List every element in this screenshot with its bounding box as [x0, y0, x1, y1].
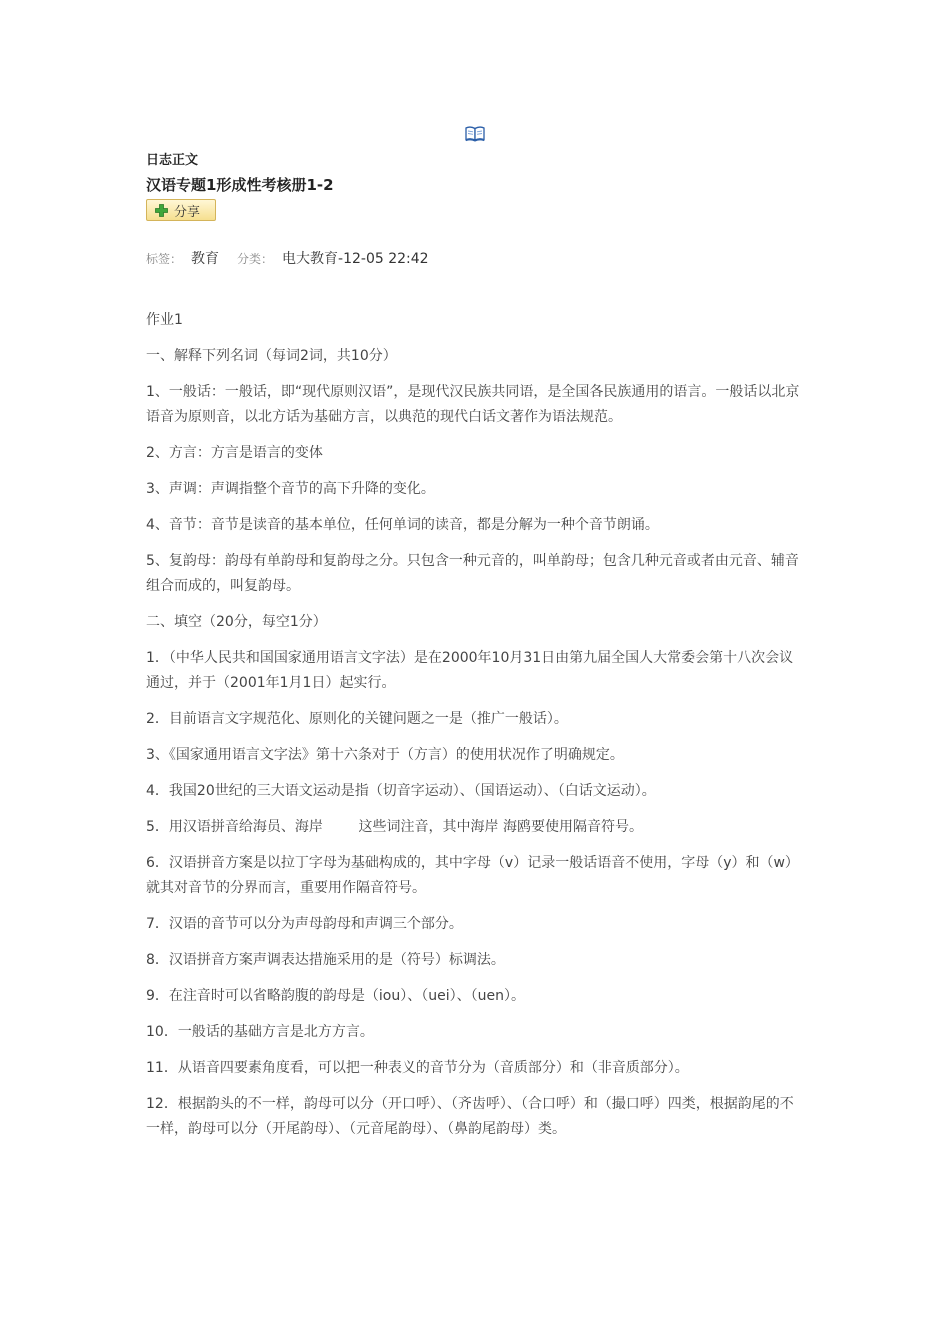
- paragraph: 3、《国家通用语言文字法》第十六条对于（方言）的使用状况作了明确规定。: [146, 747, 624, 763]
- section-label: 日志正文: [146, 153, 199, 168]
- post-body: [146, 308, 806, 1142]
- paragraph: 12．根据韵头的不一样，韵母可以分（开口呼）、（齐齿呼）、（合口呼）和（撮口呼）四类，根据韵尾的不一样，韵母可以分（开尾韵母）、（元音尾韵母）、（鼻韵尾韵母）类。: [146, 1096, 794, 1137]
- category-key: 分类：: [237, 252, 274, 266]
- paragraph: 一、解释下列名词（每词2词，共10分）: [146, 348, 397, 364]
- post-meta: [146, 248, 806, 270]
- share-label: 分享: [174, 204, 201, 220]
- paragraph: 5、复韵母：韵母有单韵母和复韵母之分。只包含一种元音的，叫单韵母；包含几种元音或者由元音、辅音组合而成的，叫复韵母。: [146, 553, 799, 594]
- paragraph: 1、一般话：一般话，即“现代原则汉语”，是现代汉民族共同语，是全国各民族通用的语言。一般话以北京语音为原则音，以北方话为基础方言，以典范的现代白话文著作为语法规范。: [146, 384, 800, 425]
- tag-key: 标签：: [146, 252, 183, 266]
- post-container: [146, 150, 806, 1153]
- paragraph: 11．从语音四要素角度看，可以把一种表义的音节分为（音质部分）和（非音质部分）。: [146, 1060, 689, 1076]
- share-button[interactable]: [146, 199, 216, 221]
- plus-icon: [155, 204, 168, 217]
- paragraph: 作业1: [146, 312, 183, 328]
- paragraph: 4、音节：音节是读音的基本单位，任何单词的读音，都是分解为一种个音节朗诵。: [146, 517, 659, 533]
- paragraph: 二、填空（20分，每空1分）: [146, 614, 327, 630]
- post-title: 汉语专题1形成性考核册1-2: [146, 176, 334, 194]
- book-icon: [465, 125, 485, 142]
- paragraph: 9．在注音时可以省略韵腹的韵母是（iou）、（uei）、（uen）。: [146, 988, 525, 1004]
- category-link[interactable]: 电大教育: [282, 251, 339, 267]
- tag-link[interactable]: 教育: [191, 251, 220, 267]
- paragraph: 7．汉语的音节可以分为声母韵母和声调三个部分。: [146, 916, 463, 932]
- paragraph: 2、方言：方言是语言的变体: [146, 445, 323, 461]
- paragraph: 4．我国20世纪的三大语文运动是指（切音字运动）、（国语运动）、（白话文运动）。: [146, 783, 656, 799]
- paragraph: 10．一般话的基础方言是北方方言。: [146, 1024, 374, 1040]
- post-date: -12-05 22:42: [338, 251, 429, 267]
- paragraph: 5．用汉语拼音给海员、海岸 这些词注音，其中海岸 海鸥要使用隔音符号。: [146, 819, 643, 835]
- paragraph: 2．目前语言文字规范化、原则化的关键问题之一是（推广一般话）。: [146, 711, 568, 727]
- paragraph: 1．（中华人民共和国国家通用语言文字法）是在2000年10月31日由第九届全国人大常委会第十八次会议通过，并于（2001年1月1日）起实行。: [146, 650, 794, 691]
- paragraph: 3、声调：声调指整个音节的高下升降的变化。: [146, 481, 435, 497]
- paragraph: 6．汉语拼音方案是以拉丁字母为基础构成的，其中字母（v）记录一般话语音不使用，字母（y）和（w）就其对音节的分界而言，重要用作隔音符号。: [146, 855, 799, 896]
- paragraph: 8．汉语拼音方案声调表达措施采用的是（符号）标调法。: [146, 952, 505, 968]
